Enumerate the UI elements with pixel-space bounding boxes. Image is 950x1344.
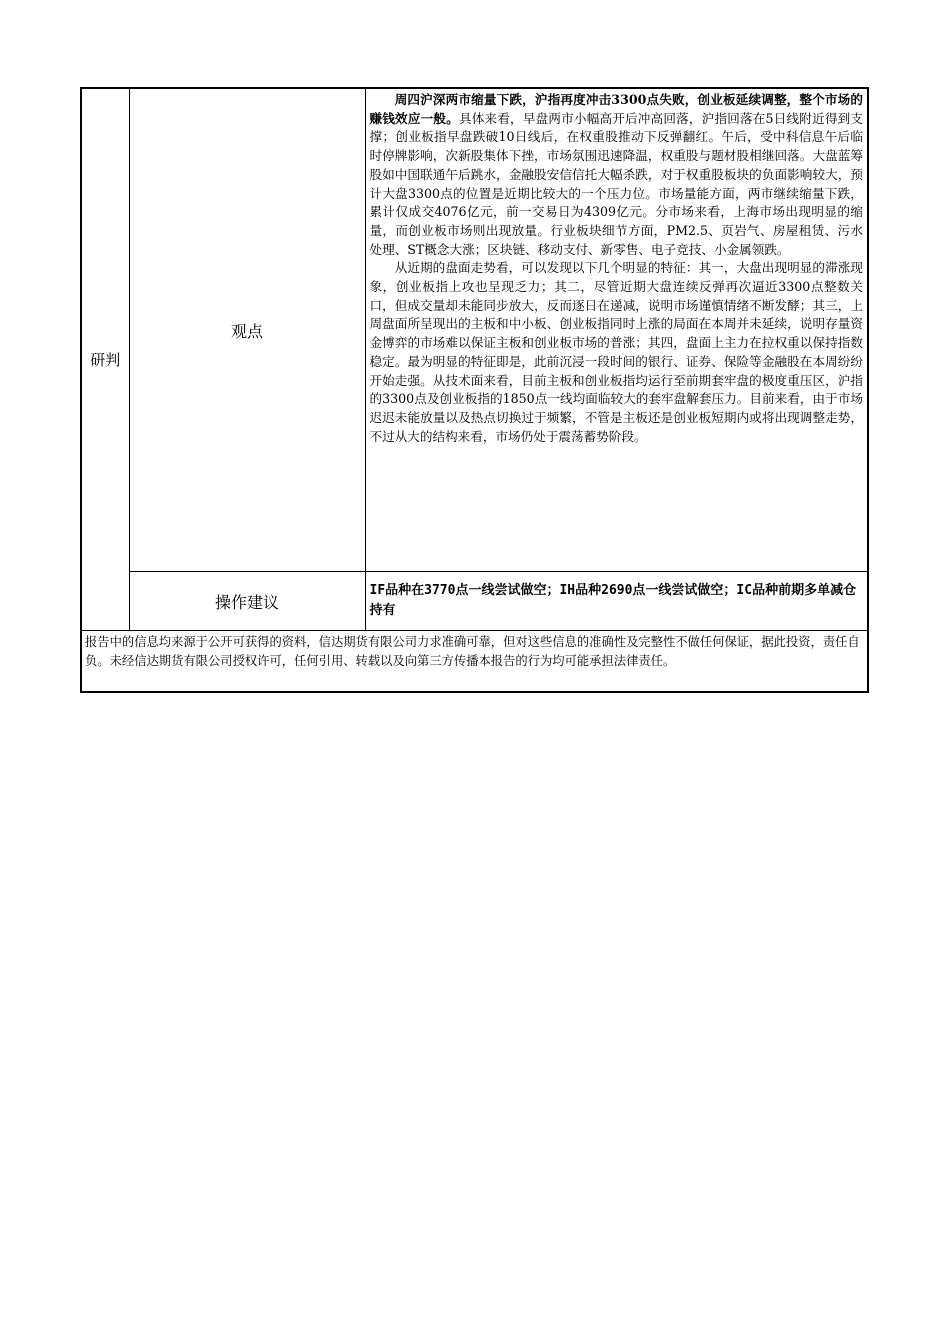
viewpoint-content-cell xyxy=(365,88,868,572)
category-label: 研判 xyxy=(90,351,121,369)
disclaimer-text: 报告中的信息均来源于公开可获得的资料，信达期货有限公司力求准确可靠，但对这些信息的准确性及完整性不做任何保证，据此投资，责任自负。未经信达期货有限公司授权许可，任何引用、转载以及向第三方传播本报告的行为均可能承担法律责任。 xyxy=(85,635,860,668)
advice-label-cell xyxy=(129,572,365,631)
advice-row xyxy=(81,572,868,631)
report-sheet xyxy=(80,87,867,693)
advice-label: 操作建议 xyxy=(214,592,279,612)
advice-content-cell xyxy=(365,572,868,631)
viewpoint-lead: 周四沪深两市缩量下跌，沪指再度冲击3300点失败，创业板延续调整，整个市场的赚钱效应一般。 xyxy=(369,92,863,126)
viewpoint-paragraph-2: 从近期的盘面走势看，可以发现以下几个明显的特征：其一，大盘出现明显的滞涨现象，创业板指上攻也呈现乏力；其二，尽管近期大盘连续反弹再次逼近3300点整数关口，但成交量却未能同步放大，反而逐日在递减，说明市场谨慎情绪不断发酵；其三，上周盘面所呈现出的主板和中小板、创业板指同时上涨的局面在本周并未延续，说明存量资金博弈的市场难以保证主板和创业板市场的普涨；其四，盘面上主力在拉权重以保持指数稳定。最为明显的特征即是，此前沉浸一段时间的银行、证券、保险等金融股在本周纷纷开始走强。从技术面来看，目前主板和创业板指均运行至前期套牢盘的极度重压区，沪指的3300点及创业板指的1850点一线均面临较大的套牢盘解套压力。目前来看，由于市场迟迟未能放量以及热点切换过于频繁，不管是主板还是创业板短期内或将出现调整走势，不过从大的结构来看，市场仍处于震荡蓄势阶段。 xyxy=(369,260,863,444)
viewpoint-label-cell xyxy=(129,88,365,572)
viewpoint-detail: 具体来看，早盘两市小幅高开后冲高回落，沪指回落在5日线附近得到支撑；创业板指早盘跌破10日线后，在权重股推动下反弹翻红。午后，受中科信息午后临时停牌影响，次新股集体下挫，市场氛围迅速降温，权重股与题材股相继回落。大盘蓝筹股如中国联通午后跳水，金融股安信信托大幅杀跌，对于权重股板块的负面影响较大，预计大盘3300点的位置是近期比较大的一个压力位。市场量能方面，两市继续缩量下跌，累计仅成交4076亿元，前一交易日为4309亿元。分市场来看，上海市场出现明显的缩量，而创业板市场则出现放量。行业板块细节方面，PM2.5、页岩气、房屋租赁、污水处理、ST概念大涨；区块链、移动支付、新零售、电子竞技、小金属领跌。 xyxy=(369,110,864,257)
analysis-table xyxy=(80,87,869,693)
disclaimer-row xyxy=(81,631,868,693)
category-cell xyxy=(81,88,129,631)
viewpoint-label: 观点 xyxy=(230,321,263,341)
advice-text: IF品种在3770点一线尝试做空；IH品种2690点一线尝试做空；IC品种前期多单减仓持有 xyxy=(369,583,857,618)
viewpoint-row xyxy=(81,88,868,572)
viewpoint-paragraph-1 xyxy=(370,91,864,259)
disclaimer-cell xyxy=(81,631,868,693)
